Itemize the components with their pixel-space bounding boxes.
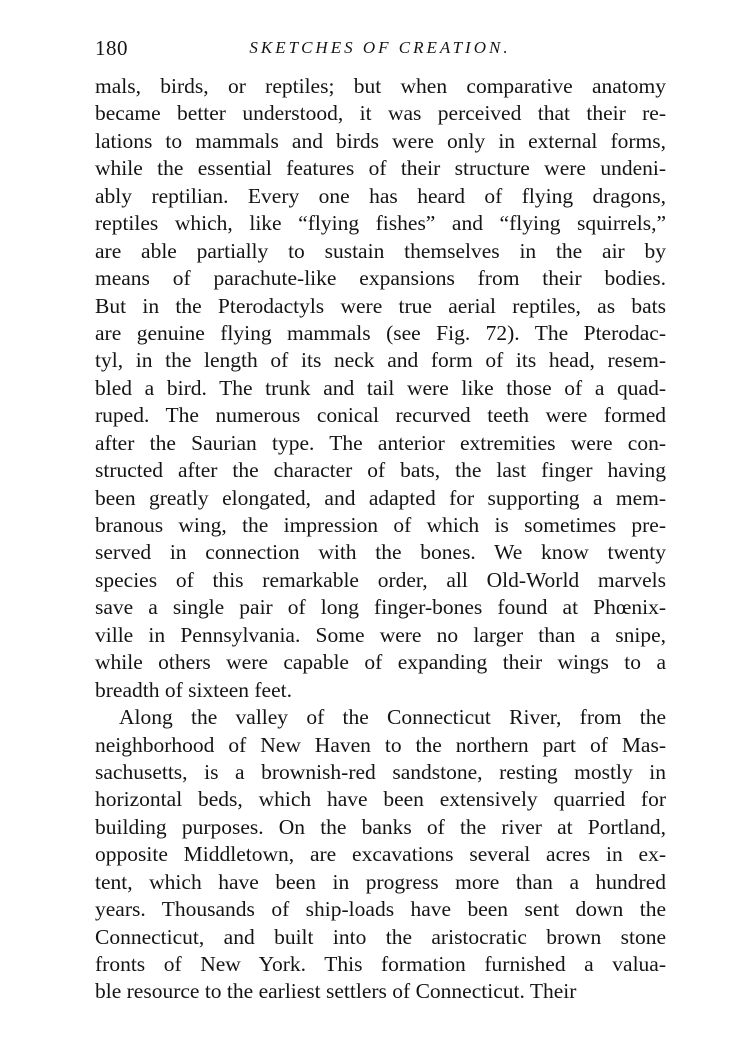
text-line: are genuine flying mammals (see Fig. 72). The Pterodac- bbox=[95, 320, 666, 345]
text-line: reptiles which, like “flying fishes” and “flying squirrels,” bbox=[95, 211, 666, 236]
running-title: SKETCHES OF CREATION. bbox=[249, 38, 511, 57]
text-line: breadth of sixteen feet. bbox=[95, 677, 292, 702]
text-line: lations to mammals and birds were only in external forms, bbox=[95, 128, 666, 153]
text-line: while others were capable of expanding their wings to a bbox=[95, 650, 666, 675]
text-line: fronts of New York. This formation furnished a valua- bbox=[95, 952, 666, 976]
text-line: building purposes. On the banks of the river at Portland, bbox=[95, 814, 666, 839]
text-line: after the Saurian type. The anterior extremities were con- bbox=[95, 430, 666, 455]
text-line: ruped. The numerous conical recurved teeth were formed bbox=[95, 403, 666, 428]
text-line: served in connection with the bones. We know twenty bbox=[95, 540, 666, 565]
running-head bbox=[95, 36, 665, 66]
text-line: opposite Middletown, are excavations several acres in ex- bbox=[95, 842, 666, 867]
text-line: horizontal beds, which have been extensively quarried for bbox=[95, 787, 666, 812]
text-line: But in the Pterodactyls were true aerial reptiles, as bats bbox=[95, 293, 666, 318]
text-line: save a single pair of long finger-bones found at Phœnix- bbox=[95, 595, 666, 620]
text-line: tent, which have been in progress more than a hundred bbox=[95, 869, 666, 894]
body-text bbox=[95, 73, 666, 1006]
text-line: Along the valley of the Connecticut River, from the bbox=[119, 705, 666, 730]
text-line: mals, birds, or reptiles; but when comparative anatomy bbox=[95, 74, 666, 98]
text-line: sachusetts, is a brownish-red sandstone, resting mostly in bbox=[95, 759, 666, 784]
text-line: branous wing, the impression of which is sometimes pre- bbox=[95, 513, 666, 537]
paragraph bbox=[95, 704, 666, 1006]
text-line: ble resource to the earliest settlers of Connecticut. Their bbox=[95, 979, 577, 1004]
text-line: Connecticut, and built into the aristocratic brown stone bbox=[95, 924, 666, 949]
text-line: means of parachute-like expansions from their bodies. bbox=[95, 266, 666, 291]
text-line: are able partially to sustain themselves in the air by bbox=[95, 238, 666, 263]
text-line: bled a bird. The trunk and tail were like those of a quad- bbox=[95, 375, 666, 400]
paragraph bbox=[95, 73, 666, 704]
text-line: tyl, in the length of its neck and form of its head, resem- bbox=[95, 348, 666, 373]
text-line: became better understood, it was perceived that their re- bbox=[95, 101, 666, 126]
text-line: while the essential features of their structure were undeni- bbox=[95, 156, 666, 181]
text-line: ably reptilian. Every one has heard of flying dragons, bbox=[95, 183, 666, 208]
text-line: neighborhood of New Haven to the northern part of Mas- bbox=[95, 732, 666, 757]
text-line: ville in Pennsylvania. Some were no larger than a snipe, bbox=[95, 622, 666, 647]
text-line: years. Thousands of ship-loads have been sent down the bbox=[95, 897, 666, 922]
text-line: been greatly elongated, and adapted for supporting a mem- bbox=[95, 485, 666, 510]
text-line: structed after the character of bats, the last finger having bbox=[95, 458, 666, 483]
page-number: 180 bbox=[95, 36, 128, 60]
text-line: species of this remarkable order, all Old-World marvels bbox=[95, 567, 666, 592]
